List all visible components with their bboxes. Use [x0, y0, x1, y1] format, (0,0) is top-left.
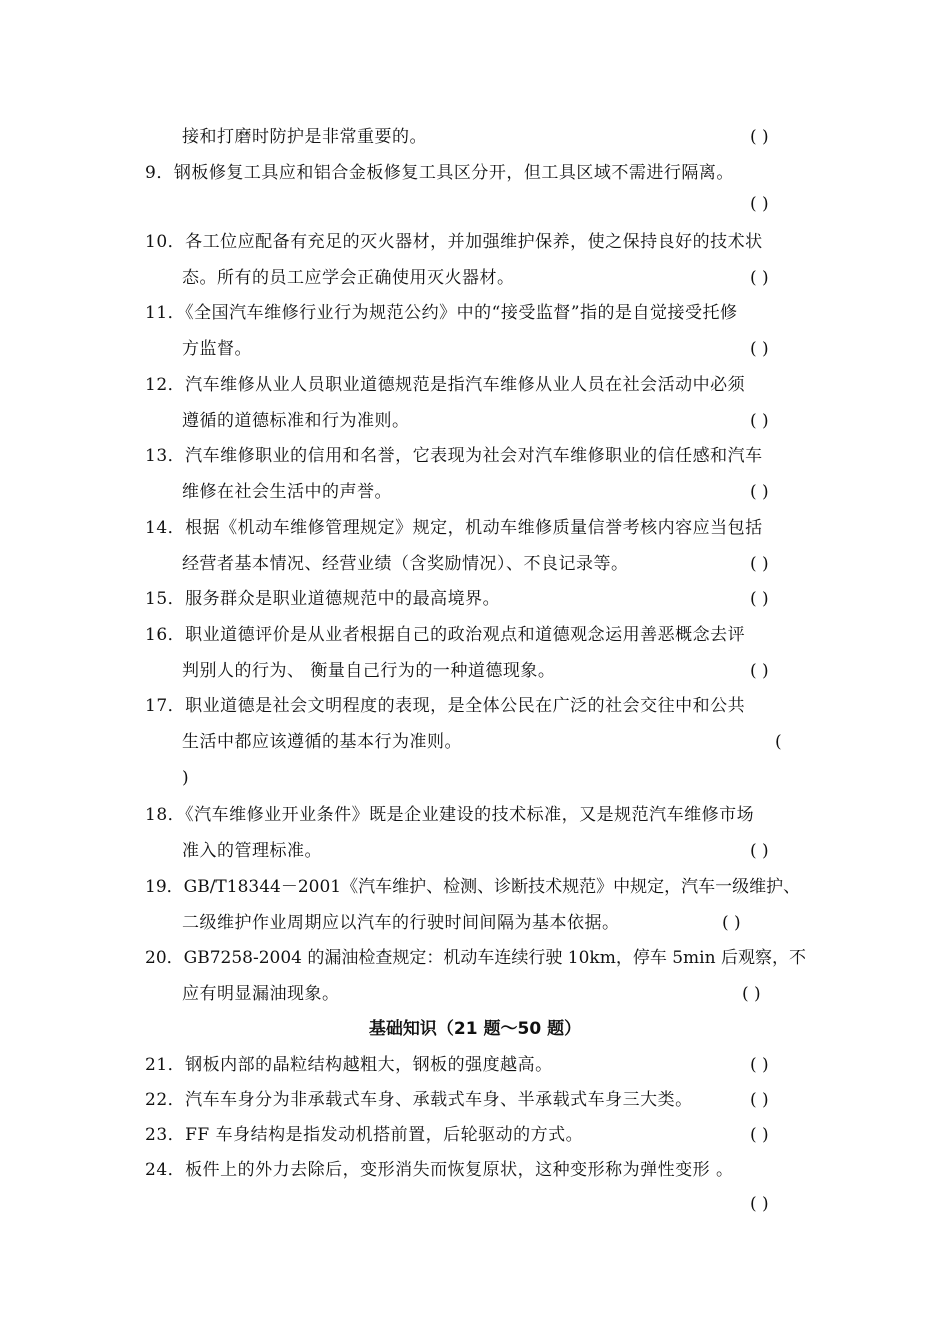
question-21-answer-blank[interactable]: ( ) [750, 1055, 769, 1075]
question-11-answer-blank[interactable]: ( ) [750, 339, 769, 359]
question-22-answer-blank[interactable]: ( ) [750, 1090, 769, 1110]
question-11-line-2: 方监督。 [182, 339, 252, 359]
question-14-answer-blank[interactable]: ( ) [750, 554, 769, 574]
question-17-answer-blank-close[interactable]: ) [182, 768, 189, 788]
question-22-line-1: 22．汽车车身分为非承载式车身、承载式车身、半承载式车身三大类。 [145, 1090, 693, 1110]
question-18-line-2: 准入的管理标准。 [182, 841, 322, 861]
question-9-answer-blank[interactable]: ( ) [750, 194, 769, 214]
question-13-line-2: 维修在社会生活中的声誉。 [182, 482, 392, 502]
question-19-line-2: 二级维护作业周期应以汽车的行驶时间间隔为基本依据。 [182, 913, 620, 933]
question-16-answer-blank[interactable]: ( ) [750, 661, 769, 681]
question-18-answer-blank[interactable]: ( ) [750, 841, 769, 861]
question-13-line-1: 13．汽车维修职业的信用和名誉，它表现为社会对汽车维修职业的信任感和汽车 [145, 446, 763, 466]
question-12-line-1: 12．汽车维修从业人员职业道德规范是指汽车维修从业人员在社会活动中必须 [145, 375, 746, 395]
question-14-line-2: 经营者基本情况、经营业绩（含奖励情况）、不良记录等。 [182, 554, 629, 574]
question-17-line-1: 17．职业道德是社会文明程度的表现，是全体公民在广泛的社会交往中和公共 [145, 696, 746, 716]
question-10-line-1: 10．各工位应配备有充足的灭火器材，并加强维护保养，使之保持良好的技术状 [145, 232, 763, 252]
question-24-line-1: 24．板件上的外力去除后，变形消失而恢复原状，这种变形称为弹性变形 。 [145, 1160, 734, 1180]
question-16-line-1: 16．职业道德评价是从业者根据自己的政治观点和道德观念运用善恶概念去评 [145, 625, 746, 645]
question-10-line-2: 态。所有的员工应学会正确使用灭火器材。 [182, 268, 515, 288]
question-17-line-2: 生活中都应该遵循的基本行为准则。 [182, 732, 462, 752]
question-12-line-2: 遵循的道德标准和行为准则。 [182, 411, 410, 431]
question-21-line-1: 21．钢板内部的晶粒结构越粗大，钢板的强度越高。 [145, 1055, 553, 1075]
question-20-line-2: 应有明显漏油现象。 [182, 984, 340, 1004]
question-17-answer-blank-open[interactable]: ( [775, 732, 782, 752]
question-8-answer-blank[interactable]: ( ) [750, 127, 769, 147]
question-23-answer-blank[interactable]: ( ) [750, 1125, 769, 1145]
question-15-line-1: 15．服务群众是职业道德规范中的最高境界。 [145, 589, 501, 609]
question-10-answer-blank[interactable]: ( ) [750, 268, 769, 288]
question-9-line-1: 9．钢板修复工具应和铝合金板修复工具区分开，但工具区域不需进行隔离。 [145, 163, 734, 183]
question-19-answer-blank[interactable]: ( ) [722, 913, 741, 933]
question-15-answer-blank[interactable]: ( ) [750, 589, 769, 609]
question-18-line-1: 18．《汽车维修业开业条件》既是企业建设的技术标准，又是规范汽车维修市场 [145, 805, 755, 825]
question-16-line-2: 判别人的行为、 衡量自己行为的一种道德现象。 [182, 661, 556, 681]
question-13-answer-blank[interactable]: ( ) [750, 482, 769, 502]
question-23-line-1: 23．FF 车身结构是指发动机搭前置，后轮驱动的方式。 [145, 1125, 584, 1145]
question-11-line-1: 11．《全国汽车维修行业行为规范公约》中的“接受监督”指的是自觉接受托修 [145, 303, 738, 323]
question-12-answer-blank[interactable]: ( ) [750, 411, 769, 431]
question-20-line-1: 20．GB7258-2004 的漏油检查规定：机动车连续行驶 10km，停车 5min 后观察，不 [145, 948, 806, 968]
question-24-answer-blank[interactable]: ( ) [750, 1194, 769, 1214]
section-heading: 基础知识（21 题～50 题） [368, 1019, 582, 1039]
question-20-answer-blank[interactable]: ( ) [742, 984, 761, 1004]
question-8-line-2: 接和打磨时防护是非常重要的。 [182, 127, 427, 147]
question-19-line-1: 19．GB/T18344－2001《汽车维护、检测、诊断技术规范》中规定，汽车一级维护、 [145, 877, 801, 897]
question-14-line-1: 14．根据《机动车维修管理规定》规定，机动车维修质量信誉考核内容应当包括 [145, 518, 763, 538]
